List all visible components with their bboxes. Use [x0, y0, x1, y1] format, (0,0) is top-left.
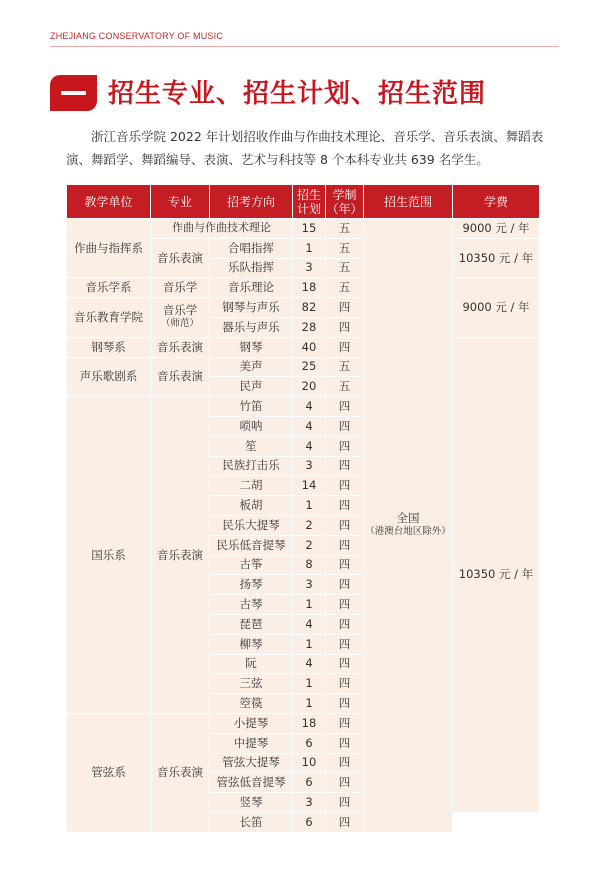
years-cell: 四 — [326, 595, 364, 615]
plan-cell: 40 — [293, 337, 326, 357]
scope-cell — [364, 219, 453, 833]
years-cell: 四 — [326, 436, 364, 456]
major-cell: 音乐表演 — [151, 713, 210, 832]
direction-cell: 古琴 — [210, 595, 293, 615]
direction-cell: 柳琴 — [210, 634, 293, 654]
years-cell: 四 — [326, 654, 364, 674]
years-cell: 四 — [326, 515, 364, 535]
plan-cell: 3 — [293, 575, 326, 595]
fee-cell: 10350 元 / 年 — [453, 337, 540, 812]
direction-cell: 钢琴与声乐 — [210, 298, 293, 318]
plan-cell: 1 — [293, 694, 326, 714]
plan-cell: 1 — [293, 238, 326, 258]
fee-cell: 9000 元 / 年 — [453, 219, 540, 239]
years-cell: 四 — [326, 416, 364, 436]
table-row — [67, 219, 540, 239]
direction-cell: 乐队指挥 — [210, 258, 293, 278]
unit-cell: 管弦系 — [67, 713, 151, 832]
years-cell: 四 — [326, 753, 364, 773]
years-cell: 四 — [326, 337, 364, 357]
plan-cell: 82 — [293, 298, 326, 318]
plan-cell: 18 — [293, 713, 326, 733]
plan-cell: 3 — [293, 456, 326, 476]
years-cell: 四 — [326, 733, 364, 753]
direction-cell: 民乐低音提琴 — [210, 535, 293, 555]
direction-cell: 中提琴 — [210, 733, 293, 753]
direction-cell: 三弦 — [210, 674, 293, 694]
direction-cell: 作曲与作曲技术理论 — [151, 219, 293, 239]
direction-cell: 器乐与声乐 — [210, 317, 293, 337]
header-org-name: ZHEJIANG CONSERVATORY OF MUSIC — [50, 31, 224, 41]
direction-cell: 民族打击乐 — [210, 456, 293, 476]
plan-cell: 1 — [293, 634, 326, 654]
plan-cell: 4 — [293, 416, 326, 436]
enrollment-table — [66, 184, 540, 833]
plan-cell: 1 — [293, 496, 326, 516]
unit-cell: 音乐教育学院 — [67, 298, 151, 338]
years-cell: 四 — [326, 793, 364, 813]
plan-cell: 20 — [293, 377, 326, 397]
col-header-scope: 招生范围 — [364, 185, 453, 219]
years-cell: 四 — [326, 674, 364, 694]
major-cell: 音乐表演 — [151, 357, 210, 397]
col-header-years: 学制（年） — [326, 185, 364, 219]
direction-cell: 长笛 — [210, 812, 293, 832]
direction-cell: 美声 — [210, 357, 293, 377]
major-cell: 音乐表演 — [151, 397, 210, 714]
plan-cell: 6 — [293, 812, 326, 832]
scope-main: 全国 — [396, 511, 420, 526]
unit-cell: 国乐系 — [67, 397, 151, 714]
unit-cell: 声乐歌剧系 — [67, 357, 151, 397]
major-cell-line: 音乐学 — [162, 303, 198, 318]
plan-cell: 14 — [293, 476, 326, 496]
col-header-unit: 教学单位 — [67, 185, 151, 219]
plan-cell: 10 — [293, 753, 326, 773]
unit-cell: 作曲与指挥系 — [67, 219, 151, 278]
plan-cell: 2 — [293, 535, 326, 555]
plan-cell: 1 — [293, 595, 326, 615]
plan-cell: 4 — [293, 436, 326, 456]
section-number-badge — [50, 75, 97, 111]
col-header-direction: 招考方向 — [210, 185, 293, 219]
direction-cell: 唢呐 — [210, 416, 293, 436]
direction-cell: 阮 — [210, 654, 293, 674]
direction-cell: 二胡 — [210, 476, 293, 496]
plan-cell: 8 — [293, 555, 326, 575]
years-cell: 四 — [326, 812, 364, 832]
plan-cell: 3 — [293, 258, 326, 278]
plan-cell: 18 — [293, 278, 326, 298]
col-header-plan: 招生计划 — [293, 185, 326, 219]
direction-cell: 合唱指挥 — [210, 238, 293, 258]
years-cell: 四 — [326, 555, 364, 575]
direction-cell: 笙 — [210, 436, 293, 456]
direction-cell: 竹笛 — [210, 397, 293, 417]
fee-cell: 9000 元 / 年 — [453, 278, 540, 337]
years-cell: 五 — [326, 219, 364, 239]
years-cell: 四 — [326, 634, 364, 654]
direction-cell: 古筝 — [210, 555, 293, 575]
direction-cell: 小提琴 — [210, 713, 293, 733]
years-cell: 四 — [326, 575, 364, 595]
section-title: 招生专业、招生计划、招生范围 — [108, 79, 487, 109]
header-divider — [50, 46, 559, 47]
years-cell: 四 — [326, 496, 364, 516]
major-cell: 音乐表演 — [151, 337, 210, 357]
major-cell: 音乐表演 — [151, 238, 210, 278]
plan-cell: 15 — [293, 219, 326, 239]
direction-cell: 管弦大提琴 — [210, 753, 293, 773]
section-number-one-glyph — [61, 91, 86, 95]
years-cell: 五 — [326, 357, 364, 377]
major-cell — [151, 298, 210, 338]
direction-cell: 竖琴 — [210, 793, 293, 813]
plan-cell: 28 — [293, 317, 326, 337]
years-cell: 五 — [326, 258, 364, 278]
unit-cell: 钢琴系 — [67, 337, 151, 357]
years-cell: 四 — [326, 298, 364, 318]
direction-cell: 民声 — [210, 377, 293, 397]
plan-cell: 1 — [293, 674, 326, 694]
col-header-fee: 学费 — [453, 185, 540, 219]
direction-cell: 箜篌 — [210, 694, 293, 714]
direction-cell: 音乐理论 — [210, 278, 293, 298]
table-row — [67, 278, 540, 298]
years-cell: 四 — [326, 535, 364, 555]
major-cell: 音乐学 — [151, 278, 210, 298]
direction-cell: 板胡 — [210, 496, 293, 516]
intro-paragraph: 浙江音乐学院 2022 年计划招收作曲与作曲技术理论、音乐学、音乐表演、舞蹈表演、舞蹈学、舞蹈编导、表演、艺术与科技等 8 个本科专业共 639 名学生。 — [66, 129, 544, 167]
direction-cell: 琵琶 — [210, 614, 293, 634]
plan-cell: 4 — [293, 654, 326, 674]
years-cell: 四 — [326, 456, 364, 476]
plan-cell: 6 — [293, 773, 326, 793]
plan-cell: 6 — [293, 733, 326, 753]
plan-cell: 4 — [293, 614, 326, 634]
years-cell: 四 — [326, 694, 364, 714]
direction-cell: 扬琴 — [210, 575, 293, 595]
table-header-row — [67, 185, 540, 219]
plan-cell: 25 — [293, 357, 326, 377]
table-row — [67, 337, 540, 357]
years-cell: 五 — [326, 238, 364, 258]
years-cell: 四 — [326, 317, 364, 337]
years-cell: 四 — [326, 713, 364, 733]
col-header-major: 专业 — [151, 185, 210, 219]
plan-cell: 3 — [293, 793, 326, 813]
plan-cell: 4 — [293, 397, 326, 417]
major-cell-sub: （师范） — [160, 318, 199, 330]
unit-cell: 音乐学系 — [67, 278, 151, 298]
years-cell: 五 — [326, 377, 364, 397]
direction-cell: 钢琴 — [210, 337, 293, 357]
fee-cell: 10350 元 / 年 — [453, 238, 540, 278]
direction-cell: 民乐大提琴 — [210, 515, 293, 535]
years-cell: 五 — [326, 278, 364, 298]
plan-cell: 2 — [293, 515, 326, 535]
years-cell: 四 — [326, 614, 364, 634]
scope-sub: （港澳台地区除外） — [365, 526, 451, 538]
years-cell: 四 — [326, 773, 364, 793]
years-cell: 四 — [326, 397, 364, 417]
years-cell: 四 — [326, 476, 364, 496]
direction-cell: 管弦低音提琴 — [210, 773, 293, 793]
